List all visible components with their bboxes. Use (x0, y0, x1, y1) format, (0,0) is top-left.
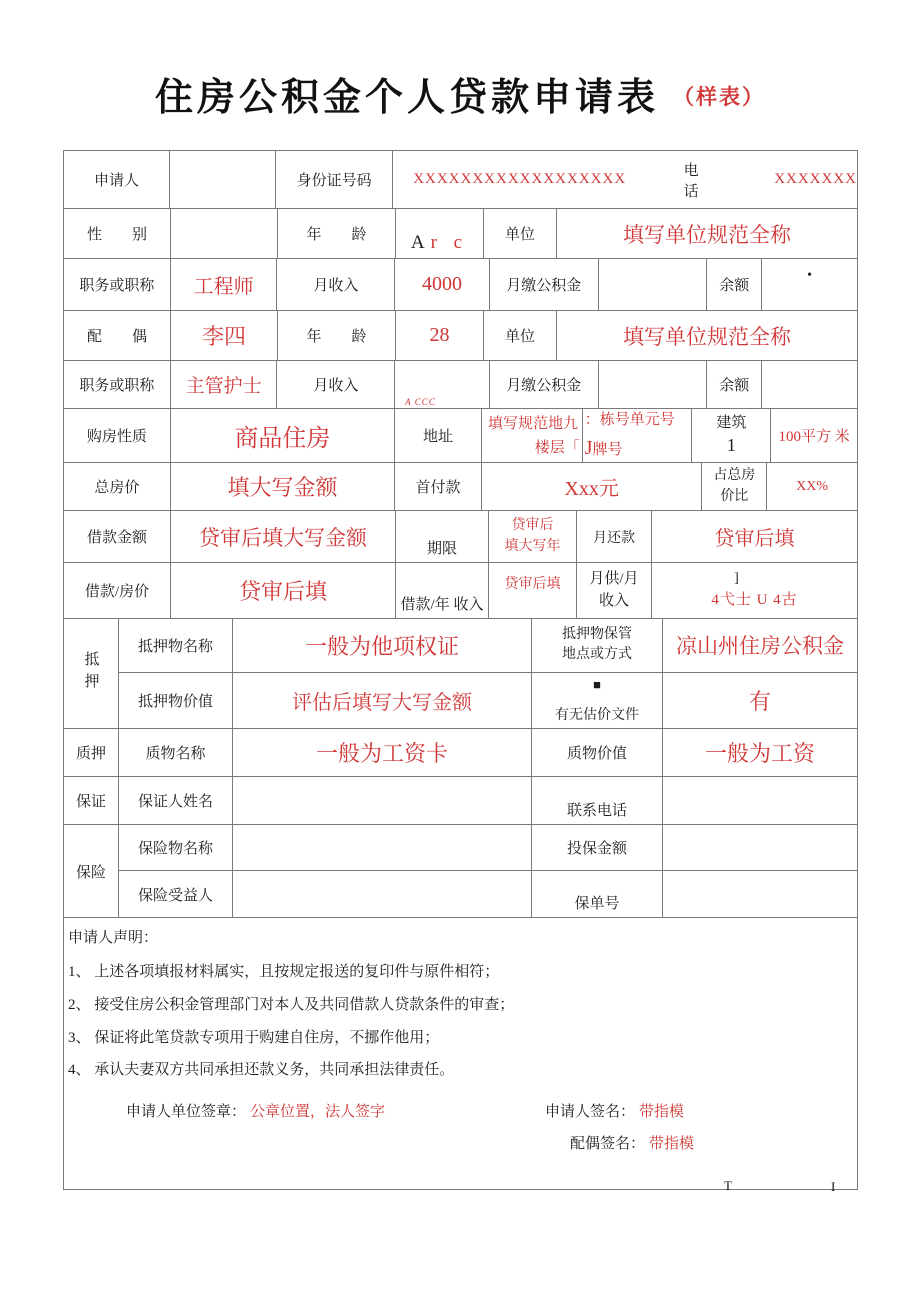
scan-artifact-t: T (724, 1178, 732, 1193)
declaration-section (64, 918, 857, 1190)
address-line2-left: 楼层「 (534, 439, 580, 456)
applicant-signature-value: 带指模 (639, 1104, 685, 1120)
term-label: 期限 (396, 511, 489, 562)
row-guarantee (119, 777, 857, 825)
guarantor-name-value-cell (233, 777, 532, 824)
spouse-income-value-cell (395, 361, 490, 408)
id-number-value: XXXXXXXXXXXXXXXXXX (413, 171, 627, 187)
row-total-price (64, 463, 857, 511)
loan-income-ratio-value: 贷审后填 (489, 563, 577, 618)
spouse-fund-label: 月缴公积金 (490, 361, 599, 408)
insurance-beneficiary-label: 保险受益人 (119, 871, 233, 917)
row-mortgage-name (119, 619, 857, 673)
gender-value-cell (171, 209, 278, 258)
price-ratio-label-line1: 占总房 (713, 468, 756, 484)
property-type-value: 商品住房 (171, 409, 395, 462)
address-line2-right (585, 432, 623, 463)
price-ratio-label (702, 463, 767, 510)
mortgage-value-value: 评估后填写大写金额 (233, 673, 532, 728)
applicant-signature-label: 申请人签名： (545, 1104, 636, 1120)
address-value-right (583, 409, 693, 462)
mortgage-keep-label-line2: 地点或方式 (562, 647, 632, 663)
row-loan-ratio (64, 563, 857, 619)
row-job-spouse (64, 361, 857, 409)
mortgage-name-label: 抵押物名称 (119, 619, 233, 672)
building-area-cell (692, 409, 771, 462)
policy-number-label: 保单号 (532, 871, 663, 917)
declaration-item-3: 3、 保证将此笔贷款专项用于购建自住房，不挪作他用； (68, 1029, 440, 1046)
spouse-balance-label: 余额 (707, 361, 762, 408)
row-loan-amount (64, 511, 857, 563)
age-value-red: r c (430, 232, 469, 253)
spouse-value: 李四 (171, 311, 278, 360)
fund-label: 月缴公积金 (490, 259, 599, 310)
mortgage-name-value: 一般为他项权证 (233, 619, 532, 672)
mortgage-keep-label (532, 619, 663, 672)
address-label: 地址 (395, 409, 482, 462)
declaration-item-1: 1、 上述各项填报材料属实，且按规定报送的复印件与原件相符； (68, 964, 500, 980)
unit-label: 单位 (484, 209, 557, 258)
total-price-value: 填大写金额 (171, 463, 395, 510)
mortgage-value-label: 抵押物价值 (119, 673, 233, 728)
mortgage-keep-label-line1: 抵押物保管 (562, 627, 632, 643)
address-line1-right: ：栋号单元号 (584, 411, 675, 428)
down-payment-value: Xxx元 (482, 463, 702, 510)
declaration-title: 申请人声明： (68, 930, 159, 946)
total-price-label: 总房价 (64, 463, 171, 510)
mortgage-group-label (64, 619, 118, 729)
insurance-amount-value-cell (663, 825, 857, 870)
phone-value: XXXXXXX (774, 171, 858, 187)
appraisal-value: 有 (748, 688, 771, 714)
guarantor-phone-label: 联系电话 (532, 777, 663, 824)
term-value (489, 511, 577, 562)
age-label: 年 龄 (278, 209, 396, 258)
loan-amount-value: 贷审后填大写金额 (171, 511, 396, 562)
row-insurance-beneficiary (119, 871, 857, 917)
id-phone-cell (393, 151, 857, 208)
spouse-job-label: 职务或职称 (64, 361, 171, 408)
fund-value-cell (599, 259, 708, 310)
address-plate: 牌号 (592, 441, 623, 458)
spouse-fund-value-cell (599, 361, 708, 408)
spouse-signature-value: 带指模 (649, 1136, 695, 1152)
price-ratio-label-line2: 价比 (720, 488, 749, 504)
supply-income-label (577, 563, 652, 618)
spouse-balance-value-cell (762, 361, 857, 408)
age-value-cell (396, 209, 484, 258)
spouse-unit-value: 填写单位规范全称 (623, 324, 791, 349)
spouse-label: 配 偶 (64, 311, 171, 360)
pledge-group-label: 质押 (64, 729, 118, 778)
address-value-left (482, 409, 583, 462)
row-pledge (119, 729, 857, 778)
loan-income-ratio-label: 借款/年 收入 (396, 563, 489, 618)
row-mortgage-value (119, 673, 857, 729)
declaration-item-4: 4、 承认夫妻双方共同承担还款义务，共同承担法律责任。 (68, 1062, 455, 1079)
appraisal-cell (532, 673, 663, 728)
guarantor-name-label: 保证人姓名 (119, 777, 233, 824)
pledge-value-value: 一般为工资 (704, 741, 815, 767)
id-number-label: 身份证号码 (276, 151, 393, 208)
pledge-name-label: 质物名称 (119, 729, 233, 777)
pledge-name-value: 一般为工资卡 (233, 729, 532, 777)
job-label: 职务或职称 (64, 259, 171, 310)
price-ratio-value: XX% (796, 478, 829, 494)
income-note: A CCC (405, 397, 436, 407)
guarantor-phone-value-cell (663, 777, 857, 824)
supply-income-value: 4弋士 U 4古 (711, 591, 798, 608)
bracket-mark: ] (734, 571, 739, 587)
spouse-age-value: 28 (396, 311, 484, 360)
phone-label: 电话 (683, 162, 699, 200)
property-type-label: 购房性质 (64, 409, 171, 462)
row-spouse (64, 311, 857, 361)
collateral-section (64, 619, 857, 918)
supply-income-label-line2: 收入 (598, 592, 629, 609)
applicant-signature-line (545, 1100, 694, 1121)
personal-signatures (545, 1100, 694, 1153)
balance-value-cell (762, 259, 857, 310)
address-line1-left: 填写规范地九 (487, 415, 578, 432)
loan-price-ratio-label: 借款/房价 (64, 563, 171, 618)
supply-income-value-cell (652, 563, 857, 618)
pledge-value-label: 质物价值 (532, 729, 663, 777)
page-title-tag: （样表） (673, 85, 765, 109)
spouse-job-value: 主管护士 (171, 361, 278, 408)
loan-amount-label: 借款金额 (64, 511, 171, 562)
scan-artifact-i: I (831, 1179, 836, 1194)
spouse-age-label: 年 龄 (278, 311, 396, 360)
row-applicant (64, 151, 857, 209)
insurance-amount-label: 投保金额 (532, 825, 663, 870)
collateral-spine (64, 619, 119, 917)
loan-price-ratio-value: 贷审后填 (171, 563, 396, 618)
spouse-unit-label: 单位 (484, 311, 557, 360)
mortgage-group-text: 抵押 (82, 651, 99, 696)
mortgage-keep-value: 凉山州住房公积金 (676, 634, 844, 659)
age-value-black: A (410, 232, 431, 253)
area-value: 100平方 米 (778, 429, 850, 445)
dot-mark: • (807, 267, 813, 283)
job-value: 工程师 (171, 259, 278, 310)
appraisal-label: 有无估价文件 (555, 707, 639, 723)
row-insurance-object (119, 825, 857, 871)
unit-value: 填写单位规范全称 (623, 222, 791, 247)
row-gender (64, 209, 857, 259)
row-property (64, 409, 857, 463)
down-payment-label: 首付款 (395, 463, 482, 510)
applicant-value-cell (170, 151, 276, 208)
income-label: 月收入 (277, 259, 395, 310)
policy-number-value-cell (663, 871, 857, 917)
checkbox-square-mark: ■ (593, 676, 601, 692)
applicant-label: 申请人 (64, 151, 170, 208)
title-block (0, 66, 920, 121)
spouse-income-label: 月收入 (277, 361, 395, 408)
unit-seal-value: 公章位置，法人签字 (250, 1104, 386, 1120)
address-j: J (584, 436, 593, 459)
insurance-beneficiary-value-cell (233, 871, 532, 917)
declaration-item-2: 2、 接受住房公积金管理部门对本人及共同借款人贷款条件的审查； (68, 996, 515, 1013)
term-value-line1: 贷审后 (511, 518, 554, 534)
page-title: 住房公积金个人贷款申请表 (154, 77, 659, 119)
monthly-payment-value: 贷审后填 (714, 528, 795, 550)
term-value-line2: 填大写年 (504, 538, 561, 554)
spouse-signature-label: 配偶签名： (570, 1136, 646, 1152)
supply-income-label-line1: 月供/月 (589, 570, 639, 587)
income-value: 4000 (395, 259, 490, 310)
unit-seal-signature (126, 1100, 385, 1121)
collateral-rows (119, 619, 857, 917)
guarantee-group-label: 保证 (64, 777, 118, 825)
row-job-applicant (64, 259, 857, 311)
insurance-object-value-cell (233, 825, 532, 870)
insurance-group-label: 保险 (75, 864, 106, 881)
unit-seal-label: 申请人单位签章： (126, 1104, 247, 1120)
building-label: 建筑 (716, 415, 747, 432)
spouse-signature-line (545, 1132, 694, 1153)
loan-application-table (63, 150, 858, 1190)
gender-label: 性 别 (64, 209, 171, 258)
monthly-payment-label: 月还款 (577, 511, 652, 562)
insurance-object-label: 保险物名称 (119, 825, 233, 870)
balance-label: 余额 (707, 259, 762, 310)
building-value: 1 (726, 434, 736, 455)
